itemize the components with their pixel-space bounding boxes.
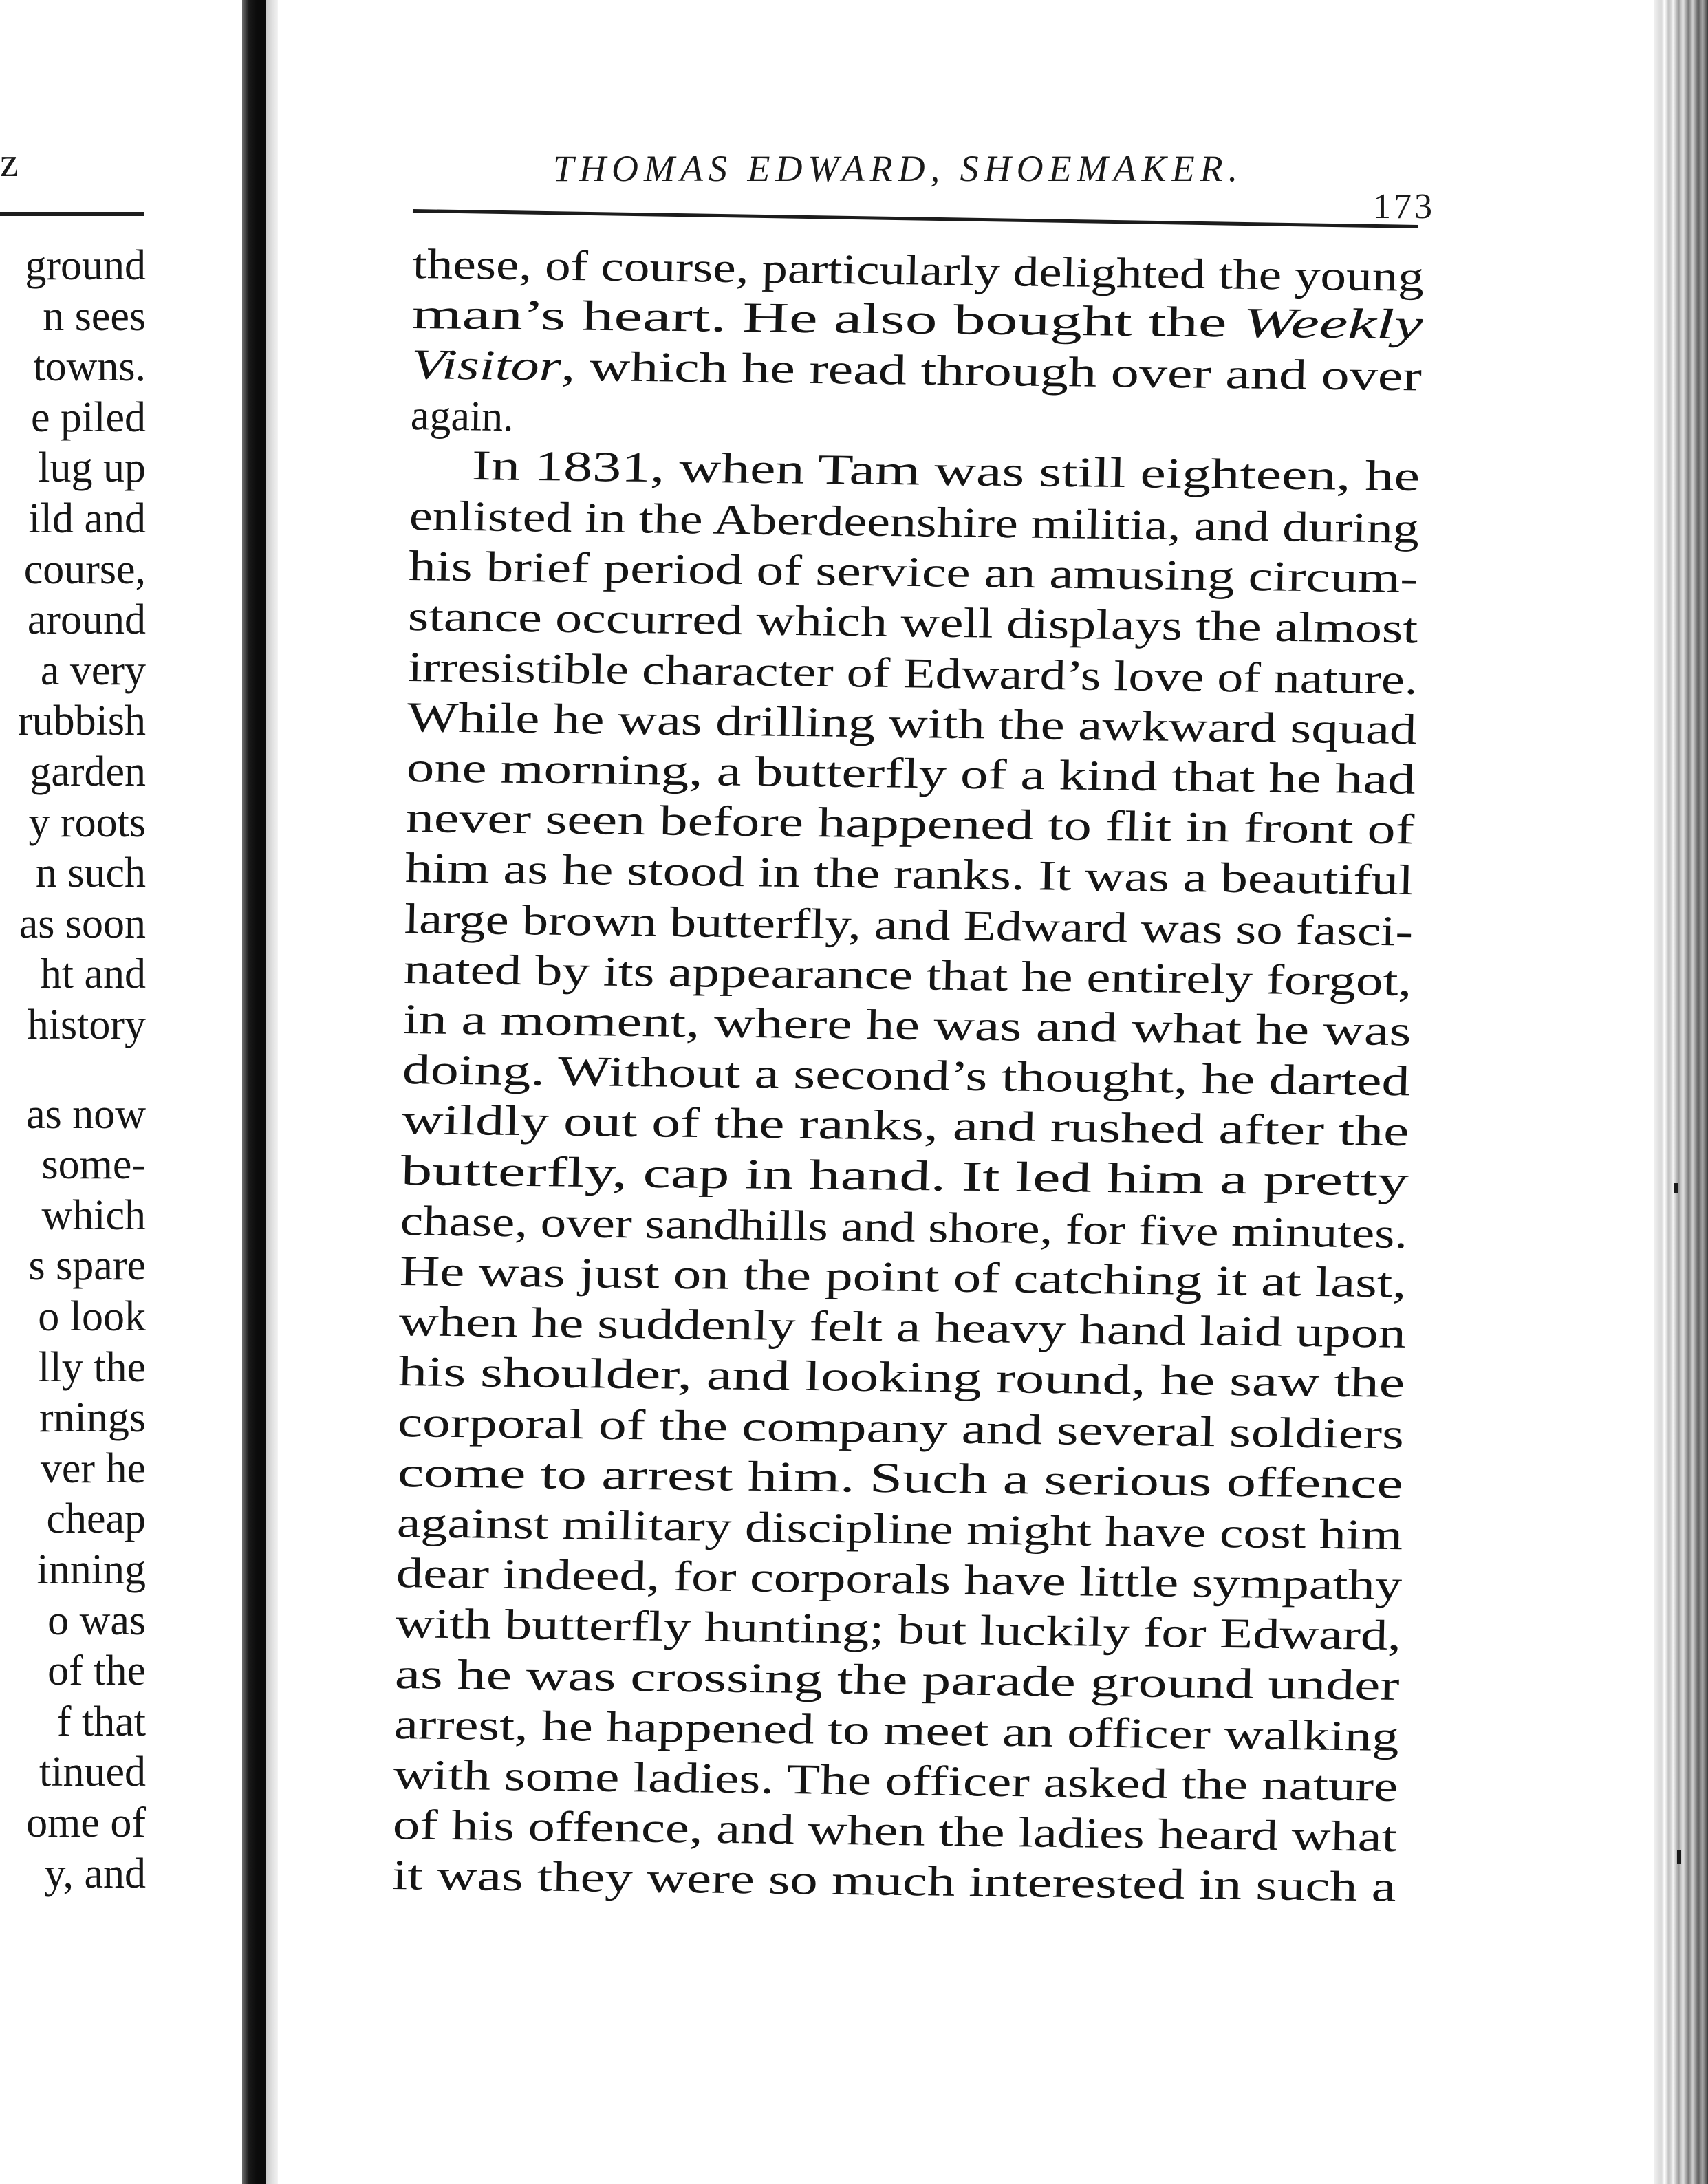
text-run: , which he read through over and over — [561, 343, 1423, 400]
text-run: enlisted in the Aberdeenshire militia, and during — [409, 493, 1420, 552]
text-run: While he was drilling with the awkward squad — [406, 693, 1417, 753]
text-run: his shoulder, and looking round, he saw the — [398, 1348, 1406, 1407]
left-page-line: as soon — [19, 900, 146, 947]
text-line — [400, 1146, 1409, 1207]
left-page-line: rnings — [39, 1394, 146, 1442]
edge-mark — [1674, 1183, 1678, 1193]
left-page-line: s spare — [28, 1242, 146, 1290]
left-page-line: around — [27, 596, 146, 644]
left-page-line: ver he — [40, 1445, 146, 1492]
left-page-line: course, — [23, 545, 146, 593]
page-edge-stack — [1654, 0, 1708, 2184]
text-run: large brown butterfly, and Edward was so fasci- — [404, 895, 1414, 955]
left-page-header-fragment: z — [0, 140, 19, 185]
left-page-line: y, and — [44, 1850, 146, 1897]
text-run: doing. Without a second’s thought, he darted — [402, 1046, 1411, 1105]
left-page-line: a very — [40, 647, 146, 694]
left-page-line: ome of — [26, 1799, 146, 1846]
italic-text: Visitor — [411, 341, 562, 390]
text-run: irresistible character of Edward’s love of nature. — [407, 643, 1418, 704]
text-run: come to arrest him. Such a serious offence — [396, 1449, 1403, 1508]
text-run: with some ladies. The officer asked the nature — [393, 1751, 1398, 1810]
page-number: 173 — [1373, 187, 1435, 226]
text-line — [411, 340, 1422, 401]
left-page-line: lug up — [38, 444, 146, 492]
left-page-line: lly the — [38, 1343, 146, 1391]
left-page-line: of the — [47, 1647, 146, 1695]
left-page-line: some- — [41, 1141, 146, 1189]
text-run: his brief period of service an amusing circum- — [408, 543, 1419, 603]
text-run: In 1831, when Tam was still eighteen, he — [471, 442, 1420, 500]
text-line — [471, 441, 1420, 501]
left-page-line: e piled — [31, 393, 146, 441]
text-run: as he was crossing the parade ground under — [394, 1650, 1400, 1709]
text-run: nated by its appearance that he entirely forgot, — [403, 945, 1412, 1005]
left-page-line: inning — [36, 1546, 146, 1593]
left-page-line: ground — [25, 242, 146, 289]
text-run: corporal of the company and several soldiers — [397, 1398, 1405, 1458]
left-page-line: f that — [56, 1698, 146, 1745]
left-page-line: o look — [38, 1293, 146, 1340]
text-run: stance occurred which well displays the almost — [407, 593, 1419, 653]
text-run: when he suddenly felt a heavy hand laid upon — [398, 1298, 1407, 1358]
left-page-line: o was — [47, 1597, 146, 1644]
text-run: never seen before happened to flit in front of — [404, 794, 1415, 854]
text-run: butterfly, cap in hand. It led him a pretty — [400, 1147, 1409, 1205]
left-page-line: as now — [26, 1090, 146, 1138]
text-run: arrest, he happened to meet an officer walking — [393, 1700, 1400, 1760]
text-run: chase, over sandhills and shore, for five minutes. — [400, 1197, 1408, 1257]
text-run: dear indeed, for corporals have little sympathy — [395, 1550, 1403, 1610]
text-line — [411, 290, 1423, 349]
text-line — [411, 391, 515, 442]
left-page-line: n such — [35, 850, 146, 897]
left-page-line: cheap — [46, 1495, 146, 1543]
left-page-line: rubbish — [18, 698, 146, 745]
text-run: again. — [410, 391, 515, 440]
left-page-line: towns. — [33, 343, 146, 391]
edge-mark — [1677, 1850, 1681, 1864]
text-run: it was they were so much interested in such a — [391, 1852, 1397, 1911]
text-run: one morning, a butterfly of a kind that he had — [405, 744, 1416, 803]
left-page-line: tinued — [39, 1749, 146, 1796]
text-run: against military discipline might have cost him — [396, 1500, 1403, 1559]
text-run: man’s heart. He also bought the — [411, 291, 1244, 347]
text-run: of his offence, and when the ladies heard what — [392, 1802, 1398, 1861]
text-run: with butterfly hunting; but luckily for Edward, — [395, 1600, 1402, 1660]
text-run: these, of course, particularly delighted the young — [412, 241, 1425, 301]
text-run: wildly out of the ranks, and rushed after the — [401, 1096, 1410, 1156]
text-run: in a moment, where he was and what he was — [402, 996, 1412, 1055]
left-page-line: ht and — [40, 951, 146, 998]
left-page-line: y roots — [28, 799, 146, 846]
left-page-line: n sees — [43, 292, 146, 340]
text-run: He was just on the point of catching it at last, — [399, 1248, 1407, 1307]
text-run: him as he stood in the ranks. It was a beautiful — [404, 845, 1414, 905]
left-page-line: ild and — [28, 495, 146, 542]
left-page-line: history — [27, 1002, 146, 1048]
italic-text: Weekly — [1242, 299, 1424, 349]
left-page-line: which — [41, 1191, 146, 1239]
left-page-line: garden — [30, 748, 146, 795]
running-title: THOMAS EDWARD, SHOEMAKER. — [553, 148, 1244, 189]
